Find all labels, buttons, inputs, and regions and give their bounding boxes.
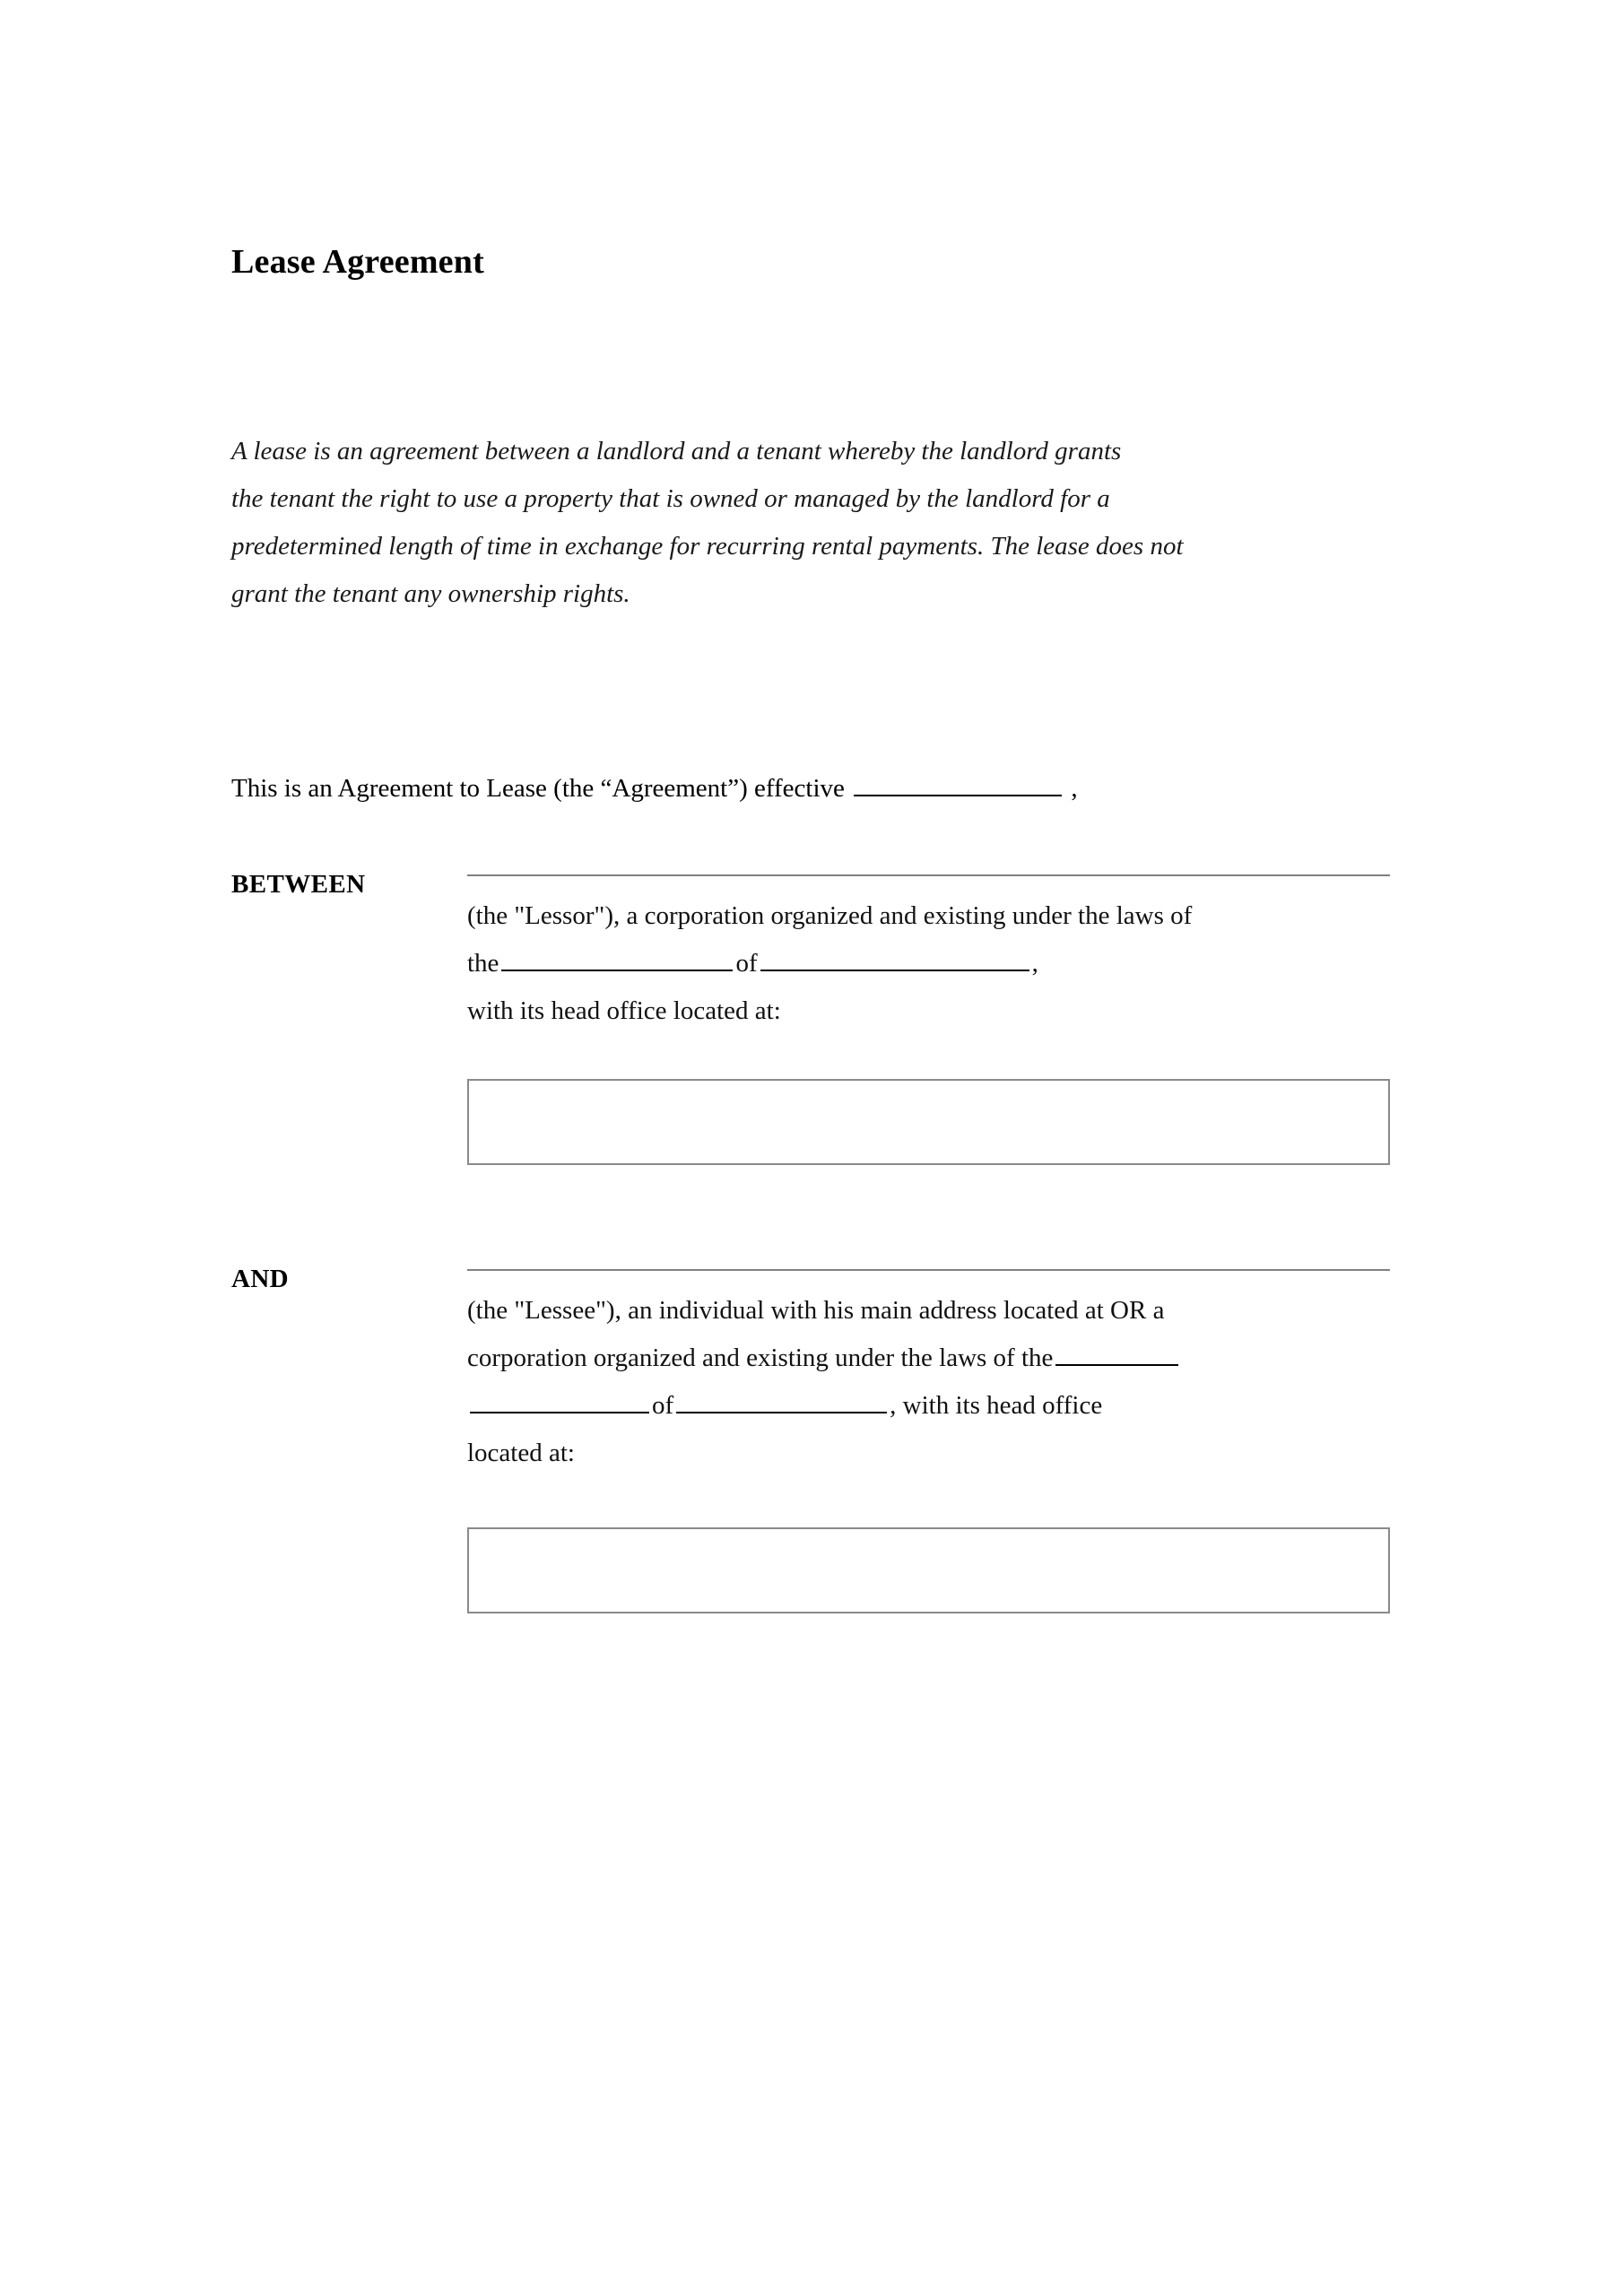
lessor-line2-of: of — [735, 949, 758, 978]
intro-paragraph — [231, 428, 1397, 618]
lessor-description — [467, 892, 1390, 1035]
lessor-jurisdiction-blank[interactable] — [760, 948, 1029, 971]
lessee-entity-type-blank-a[interactable] — [1055, 1343, 1178, 1366]
page-title: Lease Agreement — [231, 243, 484, 282]
lessee-address-box[interactable] — [467, 1527, 1390, 1613]
lessee-jurisdiction-blank[interactable] — [676, 1390, 887, 1413]
lessee-line-2 — [467, 1335, 1390, 1382]
lessor-line2-comma: , — [1031, 949, 1038, 978]
lessee-block — [467, 1269, 1390, 1477]
effective-date-line — [231, 770, 1078, 807]
lessor-block — [467, 874, 1390, 1035]
lessor-line2-the: the — [467, 949, 499, 978]
party-label-between: BETWEEN — [231, 870, 366, 899]
lessee-line-3 — [467, 1382, 1390, 1430]
party-label-and: AND — [231, 1265, 290, 1293]
intro-line-4: grant the tenant any ownership rights. — [231, 579, 630, 608]
intro-line-3: predetermined length of time in exchange for recurring rental payments. The lease does not — [231, 532, 1184, 561]
lessee-line2-text: corporation organized and existing under the laws of the — [467, 1344, 1054, 1372]
lessor-name-field[interactable] — [467, 874, 1390, 876]
lessee-entity-type-blank-b[interactable] — [470, 1390, 649, 1413]
lessee-line3-tail: , with its head office — [890, 1391, 1103, 1420]
lessee-description — [467, 1287, 1390, 1477]
lessee-name-field[interactable] — [467, 1269, 1390, 1271]
intro-line-1: A lease is an agreement between a landlord and a tenant whereby the landlord grants — [231, 437, 1122, 465]
lessor-line-3: with its head office located at: — [467, 996, 781, 1025]
intro-line-2: the tenant the right to use a property that is owned or managed by the landlord for a — [231, 484, 1110, 513]
effective-date-prefix: This is an Agreement to Lease (the “Agreement”) effective — [231, 774, 845, 803]
lessor-line-1: (the "Lessor"), a corporation organized and existing under the laws of — [467, 901, 1193, 930]
lessee-line-4: located at: — [467, 1439, 575, 1467]
lessee-line-1: (the "Lessee"), an individual with his main address located at OR a — [467, 1296, 1165, 1325]
effective-date-suffix: , — [1071, 774, 1078, 803]
effective-date-blank[interactable] — [854, 773, 1062, 796]
lessor-line-2 — [467, 940, 1390, 987]
lessor-entity-type-blank[interactable] — [501, 948, 733, 971]
lessor-address-box[interactable] — [467, 1079, 1390, 1165]
lessee-line3-of: of — [652, 1391, 674, 1420]
